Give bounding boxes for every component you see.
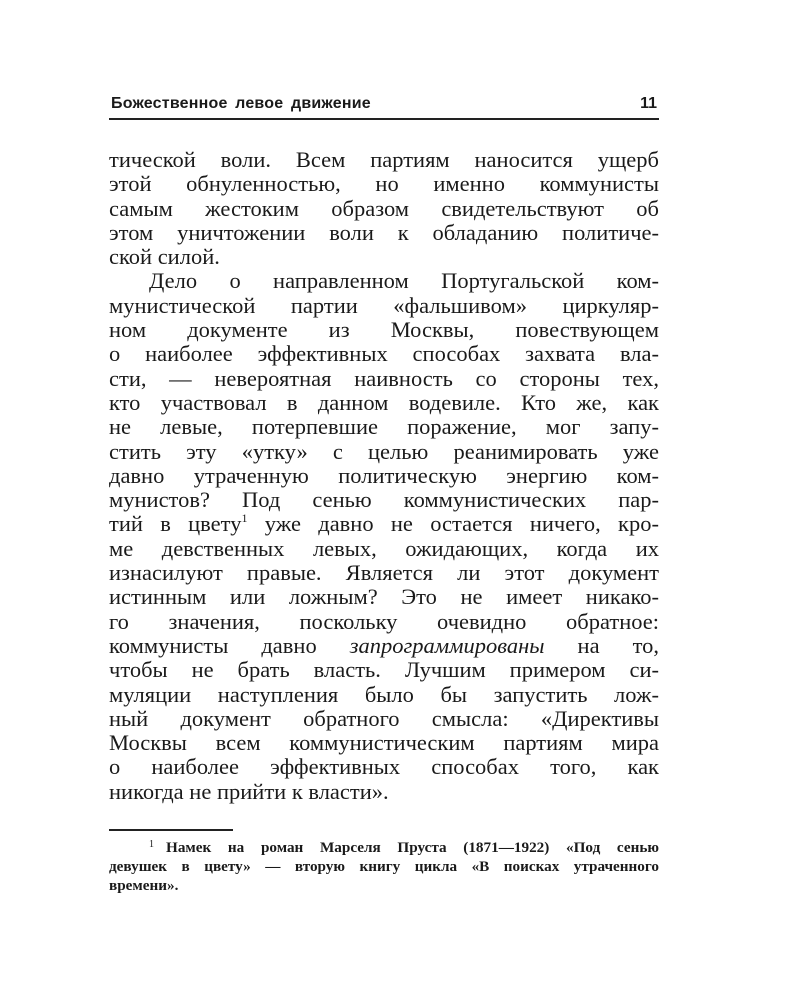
text-line: стить эту «утку» с целью реанимировать уже (109, 438, 659, 464)
text-line: мунистической партии «фальшивом» циркуляр- (109, 292, 659, 318)
text-fragment: на то, (544, 632, 659, 658)
footnote-marker: 1 (149, 839, 154, 850)
footnote-line: девушек в цвету» — вторую книгу цикла «В поисках утраченного (109, 858, 659, 875)
running-title: Божественное левое движение (111, 95, 371, 112)
text-line: не левые, потерпевшие поражение, мог запу- (109, 414, 659, 440)
text-line: истинным или ложным? Это не имеет никако- (109, 584, 659, 610)
text-line: о наиболее эффективных способах того, как (109, 754, 659, 780)
emphasized-word: запрограммированы (349, 632, 545, 658)
text-line: этом уничтожении воли к обладанию политиче- (109, 219, 659, 245)
text-line: Дело о направленном Португальской ком- (149, 268, 659, 294)
text-line: самым жестоким образом свидетельствуют об (109, 195, 659, 221)
footnote-reference: 1 (241, 511, 248, 526)
text-line: ный документ обратного смысла: «Директивы (109, 705, 659, 731)
text-line: ме девственных левых, ожидающих, когда их (109, 535, 659, 561)
text-line: муляции наступления было бы запустить лож- (109, 681, 659, 707)
text-fragment: тий в цвету (109, 511, 242, 537)
footnote (109, 838, 659, 895)
footnote-line: времени». (109, 877, 179, 894)
text-line: ской силой. (109, 244, 220, 270)
text-line: чтобы не брать власть. Лучшим примером си- (109, 657, 659, 683)
footnote-line (109, 838, 659, 857)
header-rule (109, 118, 659, 120)
text-line-with-italic (109, 634, 659, 658)
running-header (109, 92, 659, 116)
text-line: Москвы всем коммунистическим партиям мира (109, 730, 659, 756)
text-line-with-footnote-ref (109, 512, 659, 536)
text-line: мунистов? Под сенью коммунистических пар- (109, 487, 659, 513)
text-line: этой обнуленностью, но именно коммунисты (109, 171, 659, 197)
text-line: го значения, поскольку очевидно обратное: (109, 608, 659, 634)
text-line: ном документе из Москвы, повествующем (109, 317, 659, 343)
text-line: кто участвовал в данном водевиле. Кто же, как (109, 389, 659, 415)
text-line: тической воли. Всем партиям наносится ущерб (109, 147, 659, 172)
text-line: изнасилуют правые. Является ли этот документ (109, 560, 659, 586)
text-line: давно утраченную политическую энергию ком- (109, 462, 659, 488)
footnote-text: Намек на роман Марселя Пруста (1871—1922) «Под сенью (166, 839, 659, 856)
text-line: сти, — невероятная наивность со стороны тех, (109, 365, 659, 391)
book-page (109, 0, 659, 1000)
body-text (109, 148, 659, 804)
text-line: никогда не прийти к власти». (109, 778, 389, 804)
text-fragment: коммунисты давно (109, 632, 350, 658)
page-number: 11 (640, 95, 657, 112)
footnote-rule (109, 829, 233, 831)
text-line: о наиболее эффективных способах захвата вла- (109, 341, 659, 367)
text-fragment: уже давно не остается ничего, кро- (247, 511, 659, 537)
